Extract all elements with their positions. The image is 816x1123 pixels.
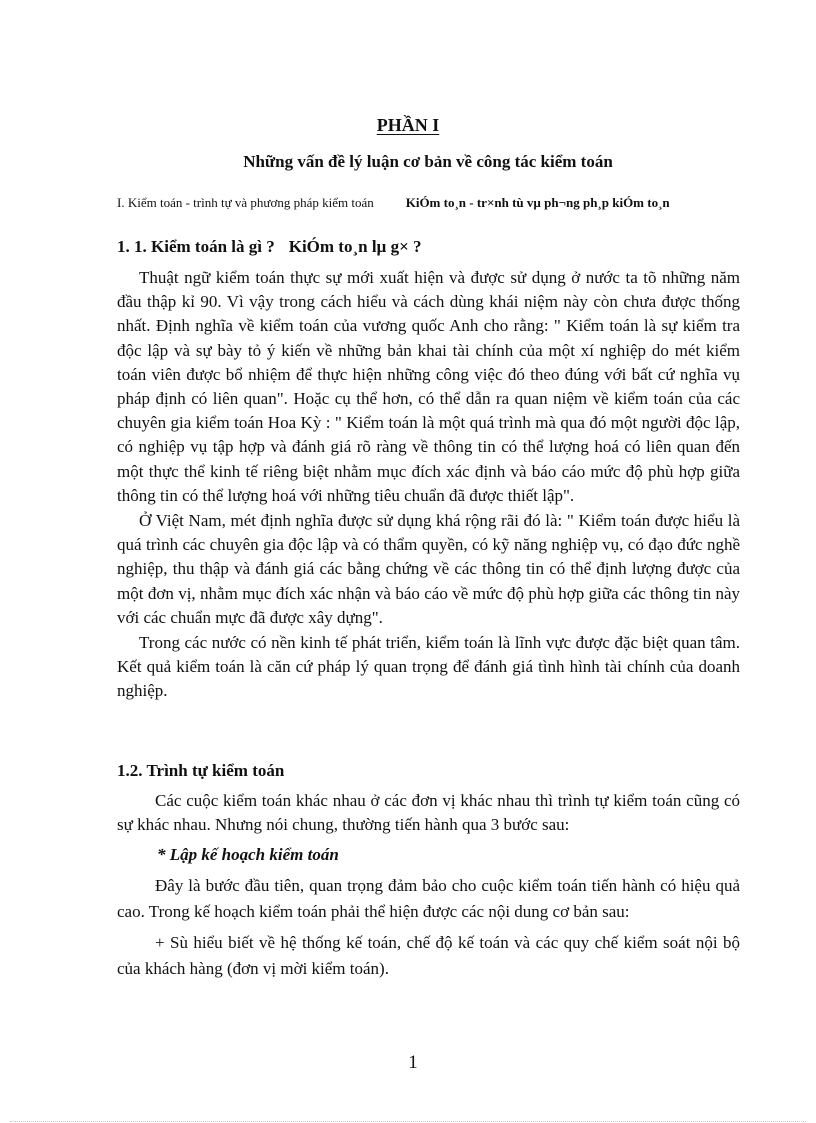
part-title: PHẦN I <box>376 115 440 135</box>
section-heading-text: I. Kiểm toán - trình tự và phương pháp kiểm toán <box>117 195 374 210</box>
section-1-2-body <box>117 789 740 837</box>
heading-1-1-text: 1. 1. Kiểm toán là gì ? <box>117 237 275 256</box>
page-edge-divider <box>10 1121 806 1122</box>
page-number: 1 <box>408 1052 418 1073</box>
paragraph: Các cuộc kiểm toán khác nhau ở các đơn vị khác nhau thì trình tự kiểm toán cũng có sự khác nhau. Nhưng nói chung, thường tiến hành qua 3 bước sau: <box>117 791 740 835</box>
paragraph: Trong các nước có nền kinh tế phát triển, kiểm toán là lĩnh vực được đặc biệt quan tâm. Kết quả kiểm toán là căn cứ pháp lý quan trọng để đánh giá tình hình tài chính của doanh nghiệp. <box>117 633 740 701</box>
planning-heading: * Lập kế hoạch kiểm toán <box>157 845 339 864</box>
paragraph: Ở Việt Nam, mét định nghĩa được sử dụng khá rộng rãi đó là: " Kiểm toán được hiểu là quá trình các chuyên gia độc lập và có thẩm quyền, có kỹ năng nghiệp vụ, có đạo đức nghề nghiệp, thu thập và đánh giá các bằng chứng về các thông tin có thể định lượng được của một đơn vị, nhằm mục đích xác nhận và báo cáo về mức độ phù hợp giữa các thông tin này với các chuẩn mực đã được xây dựng". <box>117 511 740 627</box>
section-heading-garbled: KiÓm to¸n - tr×nh tù vµ ph¬ng ph¸p kiÓm to¸n <box>405 195 670 210</box>
heading-1-1-garbled: KiÓm to¸n lµ g× ? <box>288 237 422 256</box>
heading-1-2: 1.2. Trình tự kiểm toán <box>117 761 285 780</box>
heading-1-1 <box>117 237 422 257</box>
paragraph: Đây là bước đầu tiên, quan trọng đảm bảo cho cuộc kiểm toán tiến hành có hiệu quả cao. Trong kế hoạch kiểm toán phải thể hiện được các nội dung cơ bản sau: <box>117 876 740 921</box>
section-heading <box>117 193 677 213</box>
section-1-1-body <box>117 266 740 704</box>
paragraph: + Sù hiểu biết về hệ thống kế toán, chế độ kế toán và các quy chế kiểm soát nội bộ của khách hàng (đơn vị mời kiểm toán). <box>117 933 740 978</box>
chapter-subtitle: Những vấn đề lý luận cơ bản về công tác kiểm toán <box>243 152 613 171</box>
planning-body <box>117 873 740 982</box>
paragraph: Thuật ngữ kiểm toán thực sự mới xuất hiện và được sử dụng ở nước ta tõ những năm đầu thập kỉ 90. Vì vậy trong cách hiểu và cách dùng khái niệm này còn chưa được thống nhất. Định nghĩa về kiểm toán của vương quốc Anh cho rằng: " Kiểm toán là sự kiểm tra độc lập và sự bày tỏ ý kiến về những bản khai tài chính của một xí nghiệp do mét kiểm toán viên được bổ nhiệm để thực hiện những công việc đó theo đúng với bất cứ nghĩa vụ pháp định có liên quan". Hoặc cụ thể hơn, có thể dẫn ra quan niệm về kiểm toán của các chuyên gia kiểm toán Hoa Kỳ : " Kiểm toán là một quá trình mà qua đó một người độc lập, có nghiệp vụ tập hợp và đánh giá rõ ràng về thông tin có thể lượng hoá có liên quan đến một thực thể kinh tế riêng biệt nhằm mục đích xác định và báo cáo mức độ phù hợp giữa thông tin có thể lượng hoá với những tiêu chuẩn đã được thiết lập". <box>117 268 740 505</box>
